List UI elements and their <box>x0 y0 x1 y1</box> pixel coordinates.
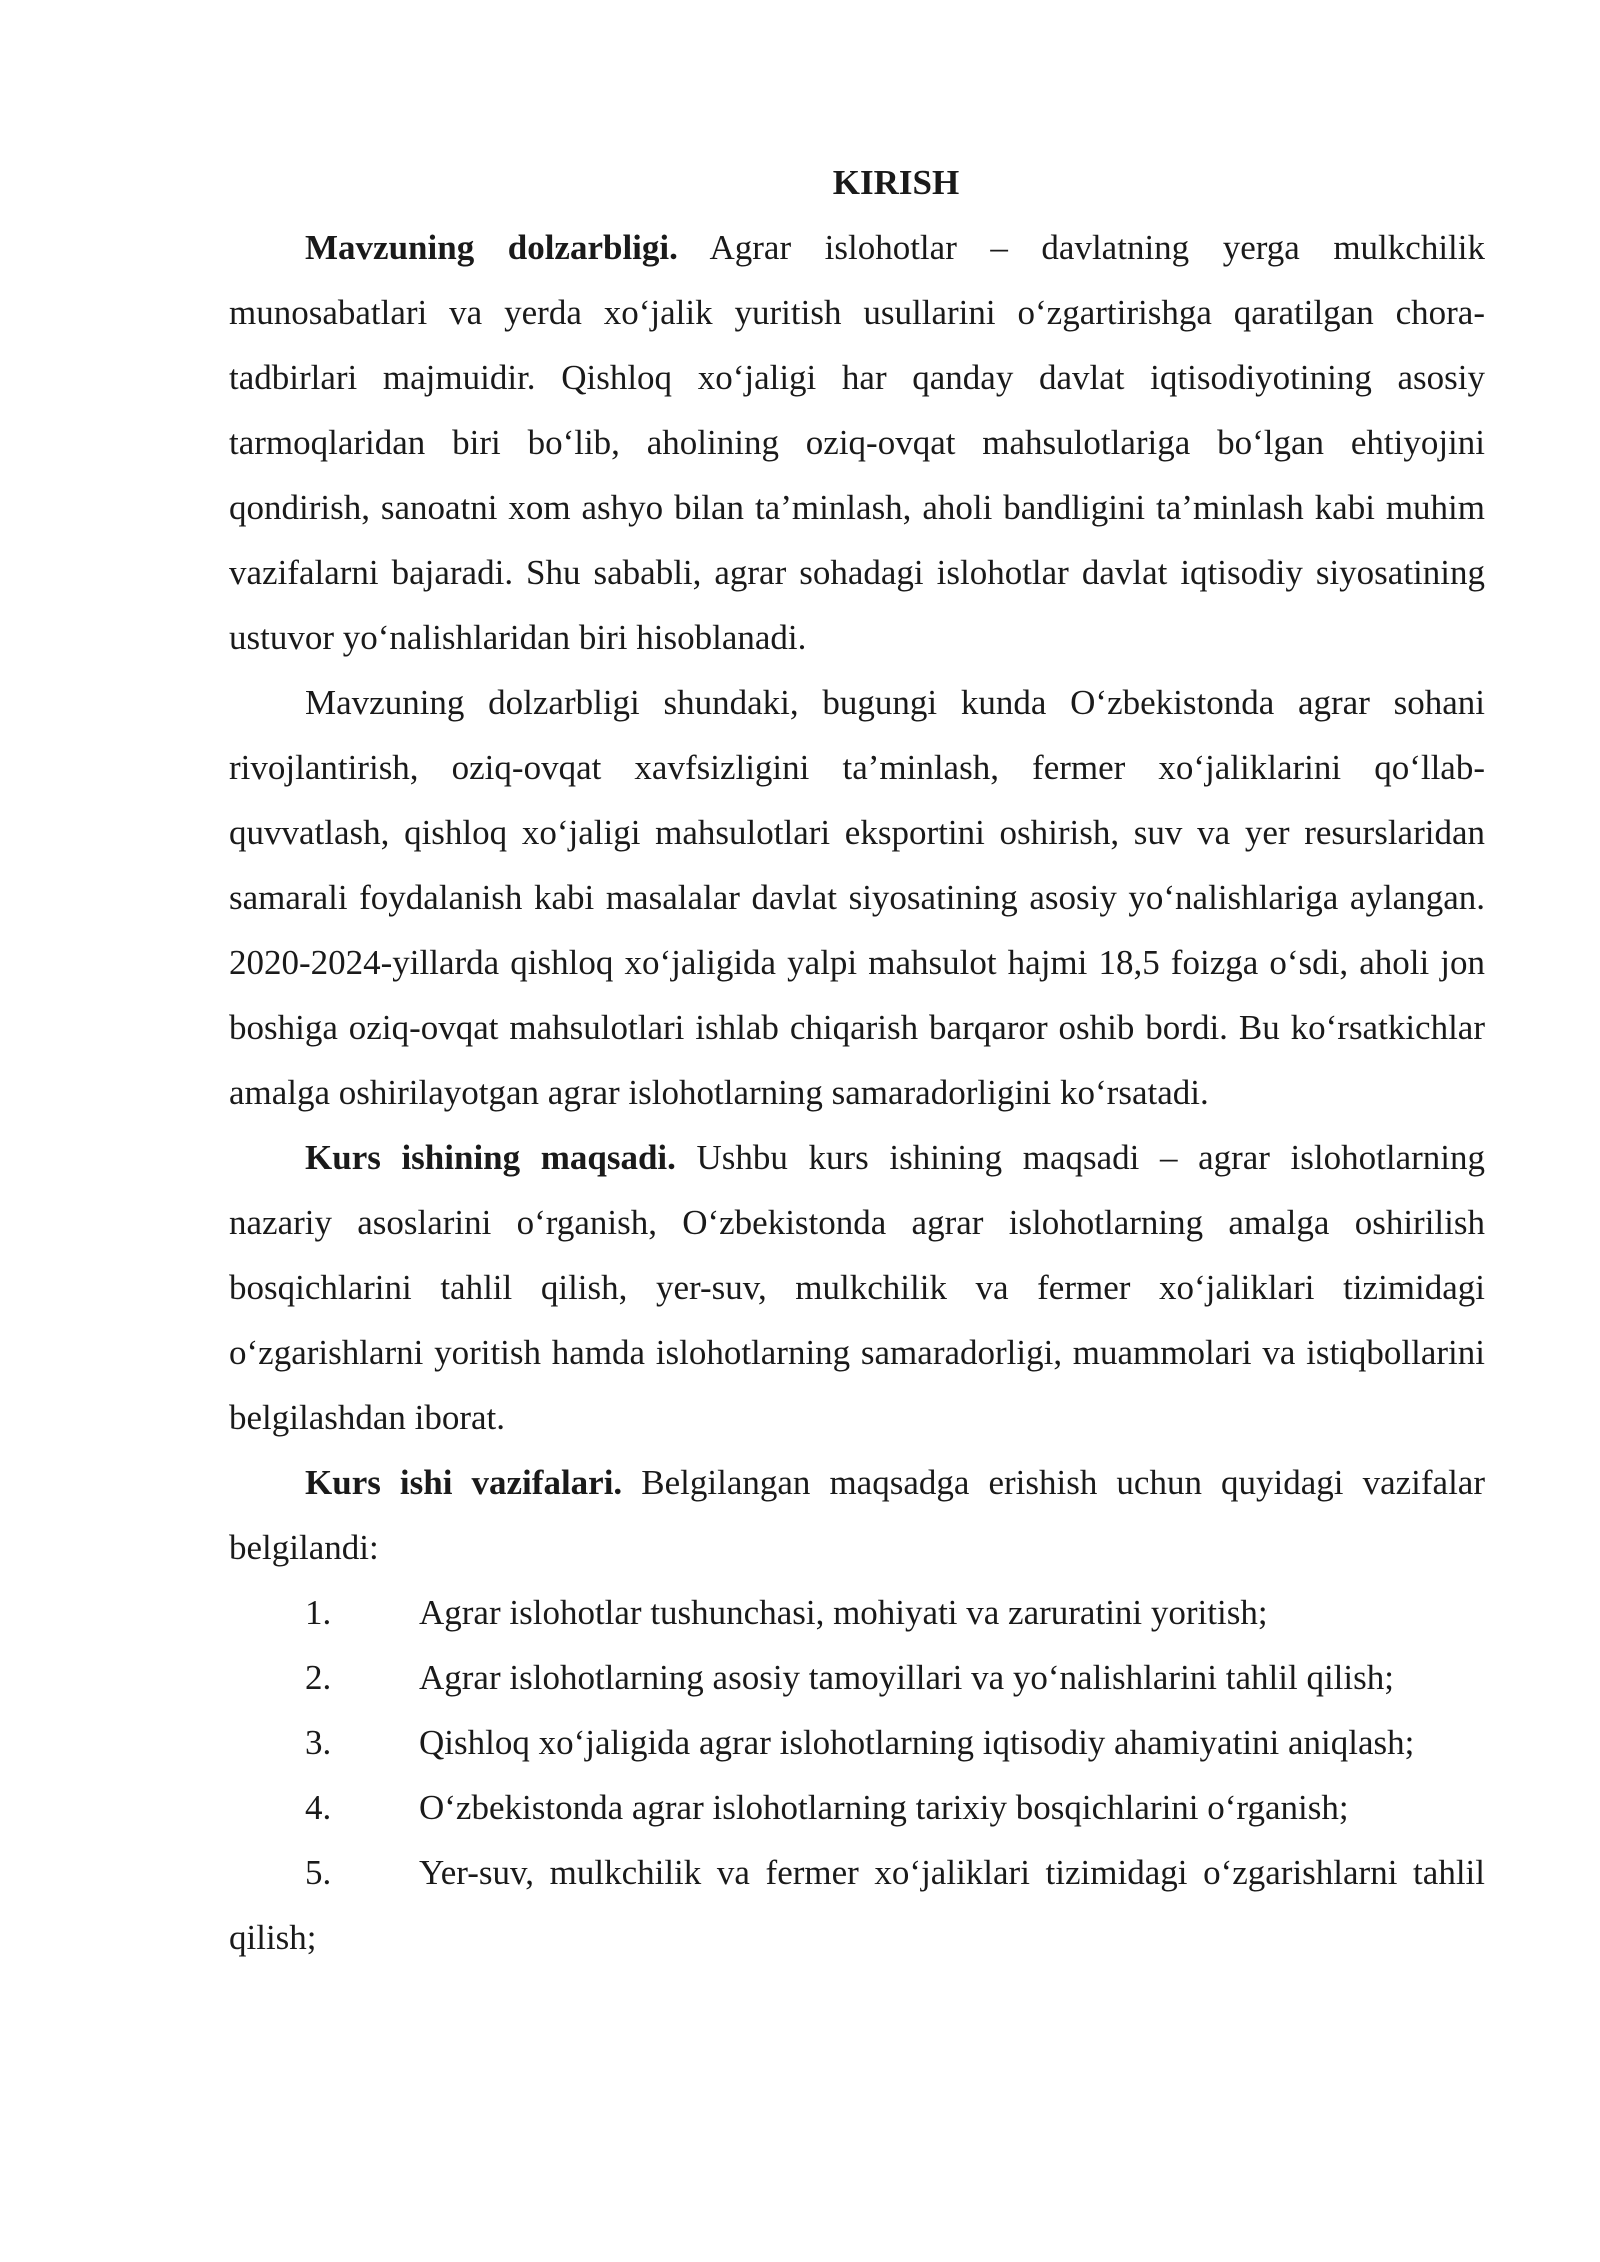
paragraph-lead: Kurs ishi vazifalari. <box>305 1463 623 1502</box>
list-item <box>229 1710 1485 1775</box>
paragraph-text: Agrar islohotlar – davlatning yerga mulkchilik munosabatlari va yerda xo‘jalik yuritish usullarini o‘zgartirishga qaratilgan chora-tadbirlari majmuidir. Qishloq xo‘jaligi har qanday davlat iqtisodiyotining asosiy tarmoqlaridan biri bo‘lib, aholining oziq-ovqat mahsulotlariga bo‘lgan ehtiyojini qondirish, sanoatni xom ashyo bilan ta’minlash, aholi bandligini ta’minlash kabi muhim vazifalarni bajaradi. Shu sababli, agrar sohadagi islohotlar davlat iqtisodiy siyosatining ustuvor yo‘nalishlaridan biri hisoblanadi. <box>229 228 1485 657</box>
list-item <box>229 1580 1485 1645</box>
paragraph-tasks <box>229 1450 1485 1580</box>
paragraph-goal <box>229 1125 1485 1450</box>
paragraph-relevance-detail <box>229 670 1485 1125</box>
list-item-text: Yer-suv, mulkchilik va fermer xo‘jaliklari tizimidagi o‘zgarishlarni tahlil qilish; <box>229 1853 1485 1957</box>
paragraph-text: Belgilangan maqsadga erishish uchun quyidagi vazifalar belgilandi: <box>229 1463 1485 1567</box>
list-item <box>229 1775 1485 1840</box>
list-item-text: O‘zbekistonda agrar islohotlarning tarixiy bosqichlarini o‘rganish; <box>419 1788 1349 1827</box>
list-item-number: 3. <box>305 1723 332 1762</box>
task-list <box>229 1580 1485 1970</box>
paragraph-text: Ushbu kurs ishining maqsadi – agrar islohotlarning nazariy asoslarini o‘rganish, O‘zbekistonda agrar islohotlarning amalga oshirilish bosqichlarini tahlil qilish, yer-suv, mulkchilik va fermer xo‘jaliklari tizimidagi o‘zgarishlarni yoritish hamda islohotlarning samaradorligi, muammolari va istiqbollarini belgilashdan iborat. <box>229 1138 1485 1437</box>
list-item <box>229 1645 1485 1710</box>
paragraph-text: Mavzuning dolzarbligi shundaki, bugungi kunda O‘zbekistonda agrar sohani rivojlantirish, oziq-ovqat xavfsizligini ta’minlash, fermer xo‘jaliklarini qo‘llab-quvvatlash, qishloq xo‘jaligi mahsulotlari eksportini oshirish, suv va yer resurslaridan samarali foydalanish kabi masalalar davlat siyosatining asosiy yo‘nalishlariga aylangan. 2020-2024-yillarda qishloq xo‘jaligida yalpi mahsulot hajmi 18,5 foizga o‘sdi, aholi jon boshiga oziq-ovqat mahsulotlari ishlab chiqarish barqaror oshib bordi. Bu ko‘rsatkichlar amalga oshirilayotgan agrar islohotlarning samaradorligini ko‘rsatadi. <box>229 683 1485 1112</box>
list-item-text: Agrar islohotlar tushunchasi, mohiyati va zaruratini yoritish; <box>419 1593 1268 1632</box>
list-item-number: 1. <box>305 1593 332 1632</box>
list-item-text: Agrar islohotlarning asosiy tamoyillari va yo‘nalishlarini tahlil qilish; <box>419 1658 1394 1697</box>
paragraph-lead: Kurs ishining maqsadi. <box>305 1138 676 1177</box>
list-item-number: 5. <box>305 1853 332 1892</box>
paragraph-lead: Mavzuning dolzarbligi. <box>305 228 678 267</box>
list-item-number: 4. <box>305 1788 332 1827</box>
list-item-text: Qishloq xo‘jaligida agrar islohotlarning iqtisodiy ahamiyatini aniqlash; <box>419 1723 1415 1762</box>
list-item <box>229 1840 1485 1970</box>
page-title: KIRISH <box>832 163 960 202</box>
paragraph-relevance <box>229 215 1485 670</box>
list-item-number: 2. <box>305 1658 332 1697</box>
